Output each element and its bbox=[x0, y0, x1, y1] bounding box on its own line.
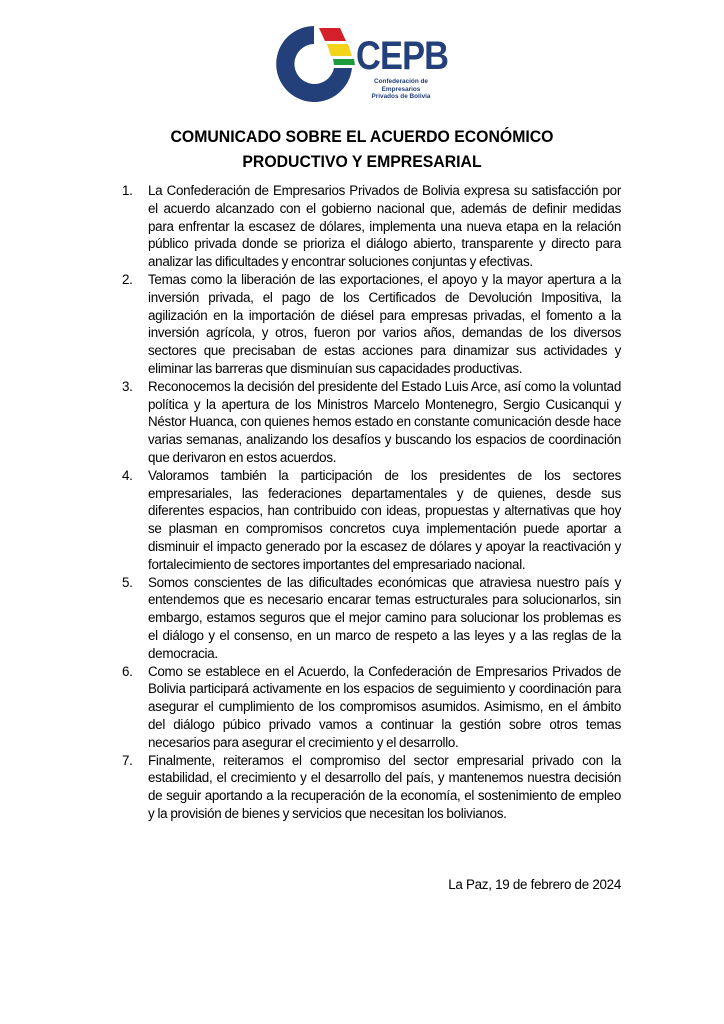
item-text: Finalmente, reiteramos el compromiso del sector empresarial privado con la estabilidad, el crecimiento y el desarrollo del país, y mantenemos nuestra decisión de seguir aportando a la recuperación de la economía, el sostenimiento de empleo y la provisión de bienes y servicios que necesitan los bolivianos. bbox=[148, 752, 621, 821]
item-text: Como se establece en el Acuerdo, la Confederación de Empresarios Privados de Bolivia participará activamente en los espacios de seguimiento y coordinación para asegurar el cumplimiento de los compromisos asumidos. Asimismo, en el ámbito del diálogo púbico privado vamos a continuar la gestión sobre otros temas necesarios para asegurar el crecimiento y el desarrollo. bbox=[148, 663, 621, 750]
item-number: 1. bbox=[122, 183, 133, 198]
statement-list bbox=[122, 182, 621, 823]
statement-item-1 bbox=[122, 182, 621, 271]
item-text: Reconocemos la decisión del presidente del Estado Luis Arce, así como la voluntad política y la apertura de los Ministros Marcelo Montenegro, Sergio Cusicanqui y Néstor Huanca, con quienes hemos estado en constante comunicación desde hace varias semanas, analizando los desafíos y buscando los espacios de coordinación que derivaron en estos acuerdos. bbox=[148, 378, 621, 465]
statement-item-3 bbox=[122, 378, 621, 467]
logo-subtitle-line1: Confederación de Empresarios bbox=[374, 78, 428, 93]
cepb-logo bbox=[272, 22, 452, 106]
logo-name: CEPB bbox=[356, 34, 449, 78]
statement-item-2 bbox=[122, 271, 621, 378]
item-text: Valoramos también la participación de los presidentes de los sectores empresariales, las federaciones departamentales y de quienes, desde sus diferentes espacios, han contribuido con ideas, propuestas y alternativas que hoy se plasman en compromisos concretos cuya implementación puede aportar a disminuir el impacto generado por la escasez de dólares y apoyar la reactivación y fortalecimiento de sectores importantes del empresariado nacional. bbox=[148, 467, 621, 572]
document-title bbox=[25, 124, 698, 174]
statement-item-4 bbox=[122, 467, 621, 574]
item-number: 3. bbox=[122, 378, 133, 394]
item-text: Somos conscientes de las dificultades económicas que atraviesa nuestro país y entendemos que es necesario encarar temas estructurales para solucionarlos, sin embargo, estamos seguros que el mejor camino para solucionar los problemas es el diálogo y el consenso, en un marco de respeto a las leyes y a las reglas de la democracia. bbox=[148, 574, 621, 661]
item-number: 6. bbox=[122, 663, 133, 679]
item-number: 4. bbox=[122, 467, 133, 483]
statement-item-7 bbox=[122, 752, 621, 823]
statement-item-6 bbox=[122, 663, 621, 752]
item-number: 2. bbox=[122, 271, 133, 287]
title-line2: PRODUCTIVO Y EMPRESARIAL bbox=[242, 152, 482, 171]
document-date: La Paz, 19 de febrero de 2024 bbox=[448, 877, 621, 892]
logo-subtitle bbox=[356, 78, 446, 101]
logo-subtitle-line2: Privados de Bolivia bbox=[371, 93, 431, 100]
statement-item-5 bbox=[122, 574, 621, 663]
item-text: La Confederación de Empresarios Privados de Bolivia expresa su satisfacción por el acuerdo alcanzado con el gobierno nacional que, además de definir medidas para enfrentar la escasez de dólares, implementa una nueva etapa en la relación público privada donde se prioriza el diálogo abierto, transparente y directo para analizar las dificultades y encontrar soluciones conjuntas y efectivas. bbox=[148, 183, 621, 270]
title-line1: COMUNICADO SOBRE EL ACUERDO ECONÓMICO bbox=[170, 127, 554, 146]
item-text: Temas como la liberación de las exportaciones, el apoyo y la mayor apertura a la inversión privada, el pago de los Certificados de Devolución Impositiva, la agilización en la importación de diésel para empresas privadas, el fomento a la inversión agrícola, y otros, fueron por varios años, demandas de los diversos sectores que precisaban de estas acciones para dinamizar sus actividades y eliminar las barreras que disminuían sus capacidades productivas. bbox=[148, 271, 621, 376]
cepb-logo-mark-icon bbox=[272, 22, 356, 106]
item-number: 5. bbox=[122, 574, 133, 590]
item-number: 7. bbox=[122, 752, 133, 768]
